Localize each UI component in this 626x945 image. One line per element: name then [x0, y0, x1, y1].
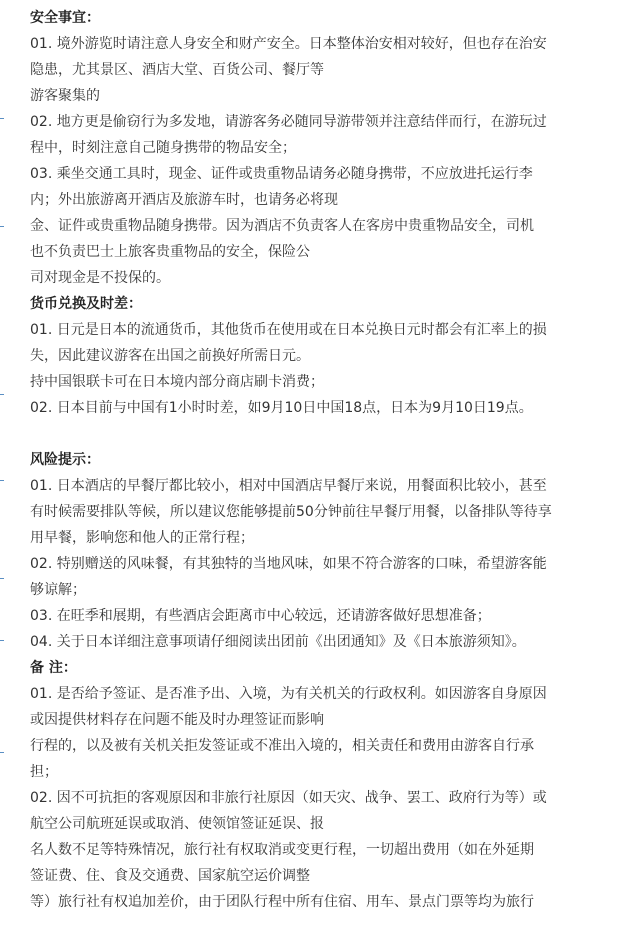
paragraph-line: 担； — [30, 764, 58, 780]
section-safety — [30, 5, 624, 291]
paragraph-line: 02. 日本目前与中国有1小时时差，如9月10日中国18点，日本为9月10日19点。 — [30, 400, 533, 416]
paragraph-line: 04. 关于日本详细注意事项请仔细阅读出团前《出团通知》及《日本旅游须知》。 — [30, 634, 526, 650]
section-heading-remarks: 备 注： — [30, 660, 77, 676]
paragraph-line: 03. 在旺季和展期，有些酒店会距离市中心较远，还请游客做好思想准备； — [30, 608, 491, 624]
paragraph-line: 失，因此建议游客在出国之前换好所需日元。 — [30, 348, 310, 364]
paragraph-line: 名人数不足等特殊情况，旅行社有权取消或变更行程，一切超出费用（如在外延期 — [30, 842, 534, 858]
paragraph-line: 也不负责巴士上旅客贵重物品的安全，保险公 — [30, 244, 310, 260]
paragraph-line: 够谅解； — [30, 582, 86, 598]
section-currency-timezone — [30, 291, 624, 421]
paragraph-line: 01. 是否给予签证、是否准予出、入境，为有关机关的行政权利。如因游客自身原因 — [30, 686, 547, 702]
paragraph-line: 行程的，以及被有关机关拒发签证或不准出入境的，相关责任和费用由游客自行承 — [30, 738, 534, 754]
paragraph-line: 隐患，尤其景区、酒店大堂、百货公司、餐厅等 — [30, 62, 324, 78]
document-body — [30, 5, 624, 915]
paragraph-line: 02. 特别赠送的风味餐，有其独特的当地风味，如果不符合游客的口味，希望游客能 — [30, 556, 547, 572]
paragraph-line: 02. 地方更是偷窃行为多发地，请游客务必随同导游带领并注意结伴而行，在游玩过 — [30, 114, 547, 130]
paragraph-line: 用早餐，影响您和他人的正常行程； — [30, 530, 254, 546]
paragraph-line: 持中国银联卡可在日本境内部分商店刷卡消费； — [30, 374, 324, 390]
paragraph-line: 01. 境外游览时请注意人身安全和财产安全。日本整体治安相对较好，但也存在治安 — [30, 36, 547, 52]
paragraph-line: 航空公司航班延误或取消、使领馆签证延误、报 — [30, 816, 324, 832]
section-remarks — [30, 655, 624, 915]
paragraph-line: 03. 乘坐交通工具时，现金、证件或贵重物品请务必随身携带，不应放进托运行李 — [30, 166, 533, 182]
paragraph-line: 司对现金是不投保的。 — [30, 270, 170, 286]
blank-line — [30, 421, 624, 447]
section-heading-currency: 货币兑换及时差： — [30, 296, 142, 312]
section-heading-risk: 风险提示： — [30, 452, 100, 468]
left-edge-rule — [0, 0, 6, 945]
paragraph-line: 金、证件或贵重物品随身携带。因为酒店不负责客人在客房中贵重物品安全，司机 — [30, 218, 534, 234]
paragraph-line: 01. 日元是日本的流通货币，其他货币在使用或在日本兑换日元时都会有汇率上的损 — [30, 322, 547, 338]
paragraph-line: 签证费、住、食及交通费、国家航空运价调整 — [30, 868, 310, 884]
section-heading-safety: 安全事宜： — [30, 10, 100, 26]
paragraph-line: 等）旅行社有权追加差价，由于团队行程中所有住宿、用车、景点门票等均为旅行 — [30, 894, 534, 910]
paragraph-line: 或因提供材料存在问题不能及时办理签证而影响 — [30, 712, 324, 728]
paragraph-line: 02. 因不可抗拒的客观原因和非旅行社原因（如天灾、战争、罢工、政府行为等）或 — [30, 790, 547, 806]
paragraph-line: 有时候需要排队等候，所以建议您能够提前50分钟前往早餐厅用餐，以备排队等待享 — [30, 504, 552, 520]
paragraph-line: 内；外出旅游离开酒店及旅游车时，也请务必将现 — [30, 192, 338, 208]
paragraph-line: 01. 日本酒店的早餐厅都比较小，相对中国酒店早餐厅来说，用餐面积比较小，甚至 — [30, 478, 547, 494]
section-risk-notice — [30, 447, 624, 655]
paragraph-line: 程中，时刻注意自己随身携带的物品安全； — [30, 140, 296, 156]
paragraph-line: 游客聚集的 — [30, 88, 100, 104]
